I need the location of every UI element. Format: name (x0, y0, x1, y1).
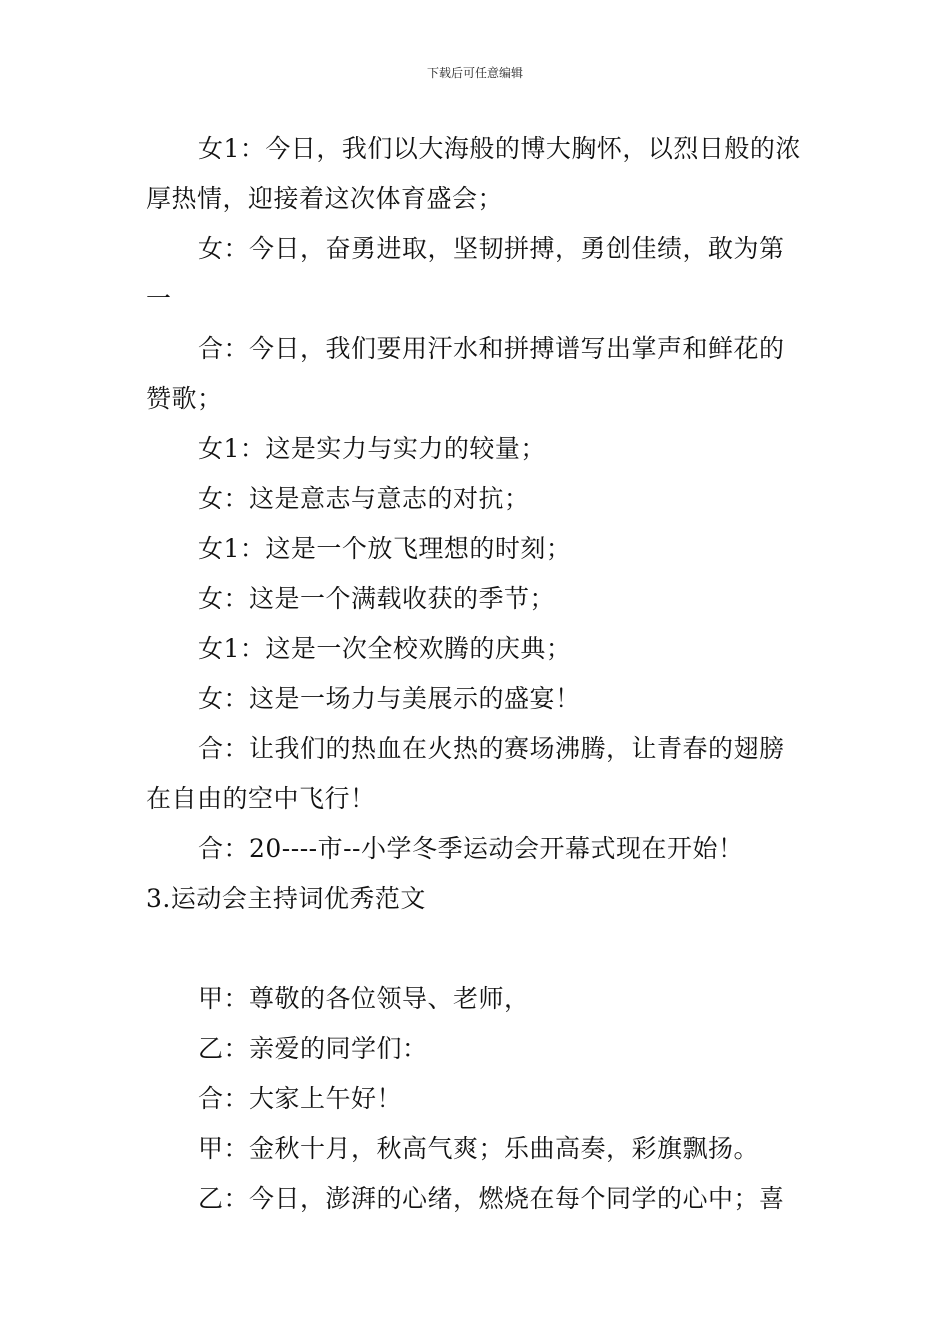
paragraph-9: 女：这是一场力与美展示的盛宴！ (198, 684, 581, 713)
paragraph-6: 女1：这是一个放飞理想的时刻； (198, 534, 572, 563)
paragraph-7: 女：这是一个满载收获的季节； (198, 584, 556, 613)
page-header: 下载后可任意编辑 (426, 66, 523, 80)
paragraph-11: 合：20----市--小学冬季运动会开幕式现在开始！ (198, 834, 744, 863)
document-body (146, 124, 808, 1224)
section-paragraph-1: 甲：尊敬的各位领导、老师， (198, 984, 530, 1013)
paragraph-4: 女1：这是实力与实力的较量； (198, 434, 546, 463)
paragraph-10: 合：让我们的热血在火热的赛场沸腾，让青春的翅膀在自由的空中飞行！ (146, 734, 785, 813)
paragraph-2: 女：今日，奋勇进取，坚韧拼搏，勇创佳绩，敢为第一 (146, 234, 785, 313)
section-paragraph-4: 甲：金秋十月，秋高气爽；乐曲高奏，彩旗飘扬。 (198, 1134, 760, 1163)
paragraph-8: 女1：这是一次全校欢腾的庆典； (198, 634, 572, 663)
section-paragraph-5: 乙：今日，澎湃的心绪，燃烧在每个同学的心中；喜 (198, 1184, 785, 1213)
section-paragraph-3: 合：大家上午好！ (198, 1084, 403, 1113)
section-paragraph-2: 乙：亲爱的同学们： (198, 1034, 428, 1063)
paragraph-1: 女1：今日，我们以大海般的博大胸怀，以烈日般的浓厚热情，迎接着这次体育盛会； (146, 134, 801, 213)
section-heading: 3.运动会主持词优秀范文 (146, 884, 426, 913)
paragraph-5: 女：这是意志与意志的对抗； (198, 484, 530, 513)
paragraph-3: 合：今日，我们要用汗水和拼搏谱写出掌声和鲜花的赞歌； (146, 334, 785, 413)
section-spacer (146, 924, 808, 974)
